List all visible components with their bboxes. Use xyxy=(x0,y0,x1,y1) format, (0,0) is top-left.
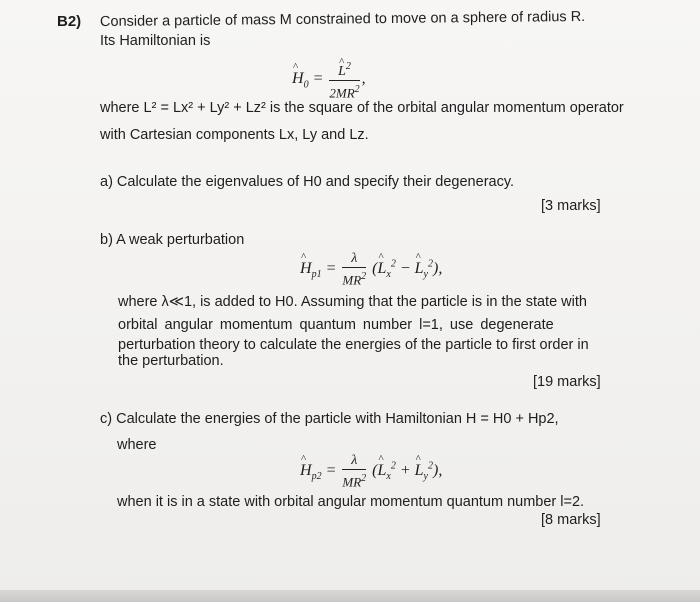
part-b-line-2: orbital angular momentum quantum number l=1, use degenerate xyxy=(118,317,554,333)
hamiltonian-h0-equation: ^ $H_0$ = ^ $\frac{L^2}{2MR^2}$ , xyxy=(292,58,366,101)
perturbation-hp1-equation: ^ $H_{p1}$ = $\frac{\lambda}{MR^2}$ (^ $L_x^2$ − ^ $L_y^2$), xyxy=(300,250,442,288)
part-b-line-3: perturbation theory to calculate the energies of the particle to first order in xyxy=(118,337,589,353)
perturbation-hp2-equation: ^ $H_{p2}$ = $\frac{\lambda}{MR^2}$ (^ $L_x^2$ + ^ $L_y^2$), xyxy=(300,452,442,490)
part-c-line-3: when it is in a state with orbital angular momentum quantum number l=2. xyxy=(117,494,585,510)
part-b-line-4: the perturbation. xyxy=(118,353,224,369)
where-line-1: where L² = Lx² + Ly² + Lz² is the square of the orbital angular momentum operator xyxy=(100,100,624,116)
question-label: B2) xyxy=(57,13,82,30)
part-b-heading: b) A weak perturbation xyxy=(100,232,245,248)
part-a-marks: [3 marks] xyxy=(541,198,601,214)
part-b-marks: [19 marks] xyxy=(533,374,601,390)
part-c-line-1: c) Calculate the energies of the particle with Hamiltonian H = H0 + Hp2, xyxy=(100,411,559,427)
page-bottom-edge xyxy=(0,590,700,602)
part-b-line-1: where λ≪1, is added to H0. Assuming that the particle is in the state with xyxy=(118,294,587,310)
where-line-2: with Cartesian components Lx, Ly and Lz. xyxy=(100,127,369,143)
intro-line-2: Its Hamiltonian is xyxy=(100,33,211,49)
part-c-marks: [8 marks] xyxy=(541,512,601,528)
part-a-text: a) Calculate the eigenvalues of H0 and specify their degeneracy. xyxy=(100,174,515,190)
intro-line-1: Consider a particle of mass M constrained to move on a sphere of radius R. xyxy=(99,8,586,30)
part-c-line-2: where xyxy=(117,437,157,453)
